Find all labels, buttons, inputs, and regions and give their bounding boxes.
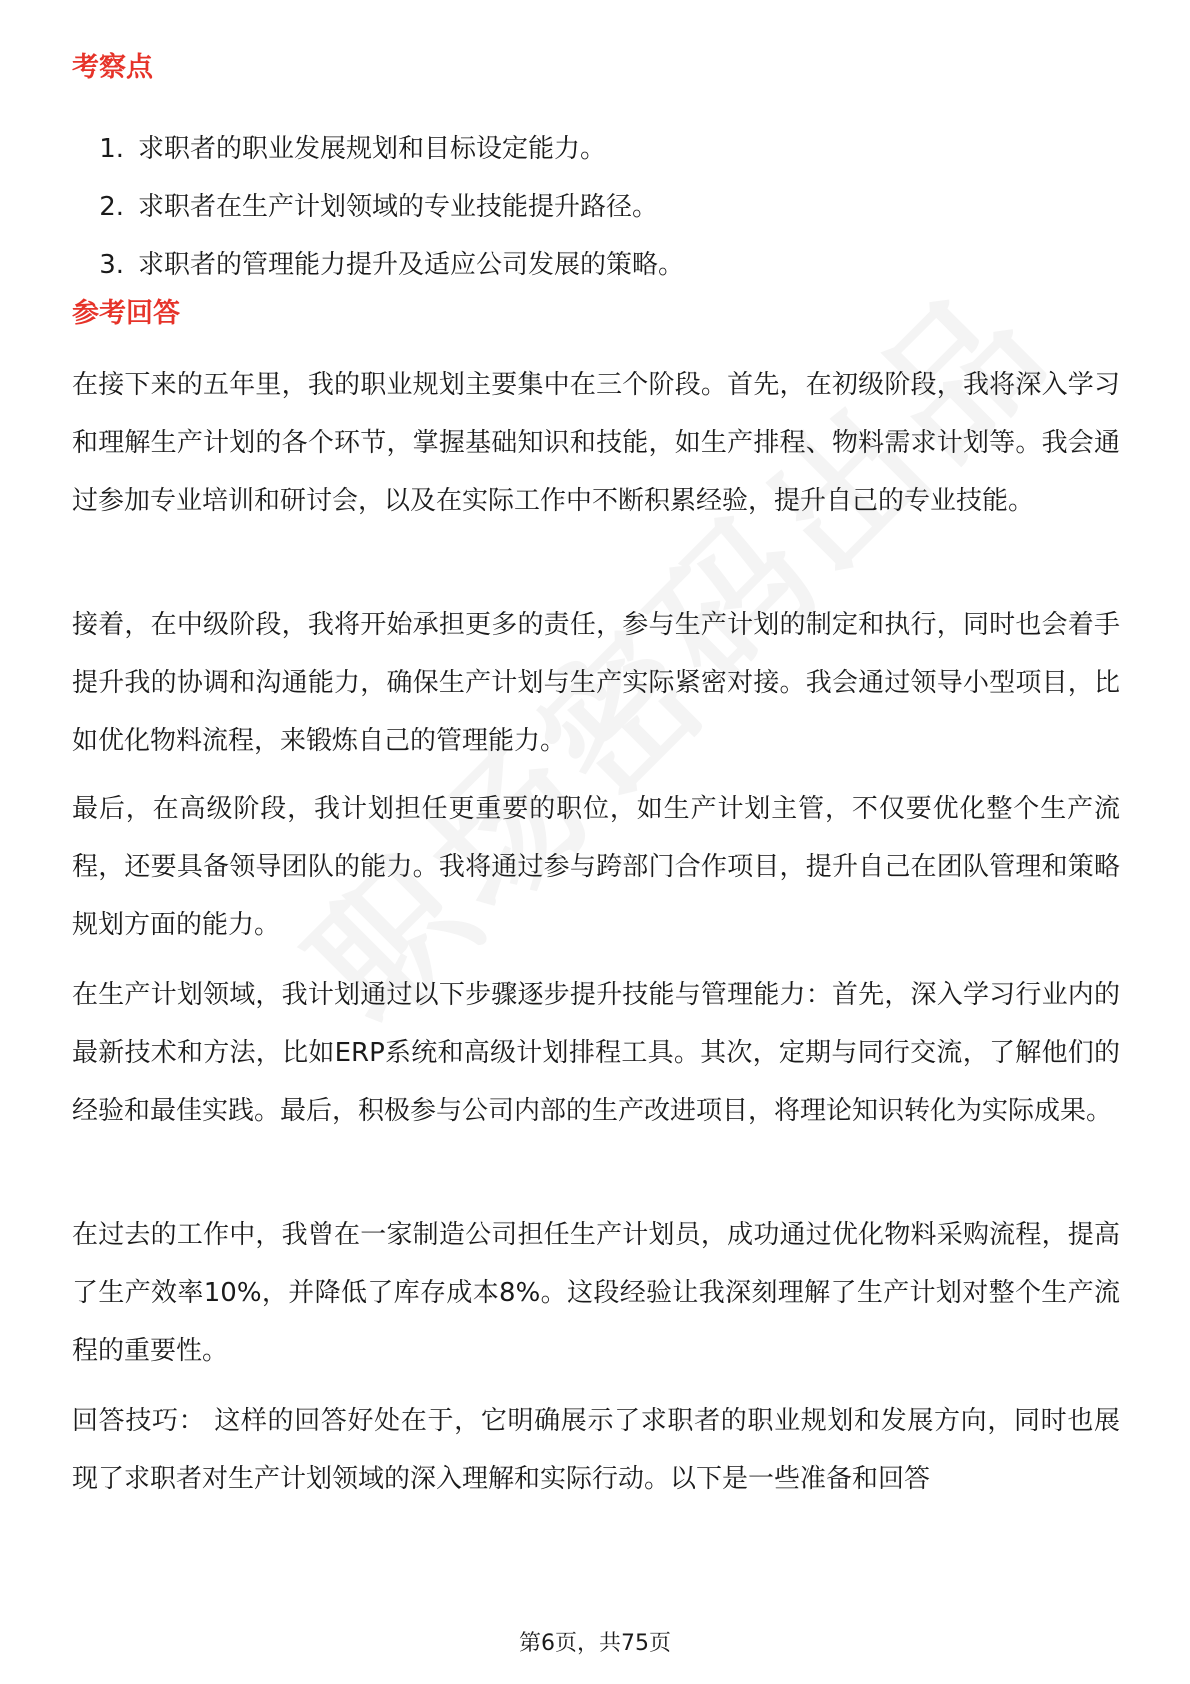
section-title-exam-points: 考察点 — [72, 52, 153, 83]
list-item-number: 1. — [99, 134, 124, 164]
list-item-number: 2. — [99, 192, 124, 222]
page-number: 第6页，共75页 — [519, 1631, 671, 1656]
list-item-number: 3. — [99, 250, 124, 280]
list-item-text: 求职者的管理能力提升及适应公司发展的策略。 — [138, 250, 685, 280]
list-item — [72, 236, 1122, 294]
list-item — [72, 178, 1122, 236]
exam-points-list — [72, 120, 1122, 294]
answer-paragraph: 在过去的工作中，我曾在一家制造公司担任生产计划员，成功通过优化物料采购流程，提高了生产效率10%，并降低了库存成本8%。这段经验让我深刻理解了生产计划对整个生产流程的重要性。 — [72, 1220, 1120, 1366]
answer-paragraph: 最后，在高级阶段，我计划担任更重要的职位，如生产计划主管，不仅要优化整个生产流程，还要具备领导团队的能力。我将通过参与跨部门合作项目，提升自己在团队管理和策略规划方面的能力。 — [72, 794, 1120, 940]
answer-paragraph: 在生产计划领域，我计划通过以下步骤逐步提升技能与管理能力：首先，深入学习行业内的最新技术和方法，比如ERP系统和高级计划排程工具。其次，定期与同行交流，了解他们的经验和最佳实践。最后，积极参与公司内部的生产改进项目，将理论知识转化为实际成果。 — [72, 980, 1120, 1126]
answer-paragraph: 在接下来的五年里，我的职业规划主要集中在三个阶段。首先，在初级阶段，我将深入学习和理解生产计划的各个环节，掌握基础知识和技能，如生产排程、物料需求计划等。我会通过参加专业培训和研讨会，以及在实际工作中不断积累经验，提升自己的专业技能。 — [72, 370, 1120, 516]
answer-paragraph: 接着，在中级阶段，我将开始承担更多的责任，参与生产计划的制定和执行，同时也会着手提升我的协调和沟通能力，确保生产计划与生产实际紧密对接。我会通过领导小型项目，比如优化物料流程，来锻炼自己的管理能力。 — [72, 610, 1120, 756]
list-item — [72, 120, 1122, 178]
section-title-reference-answer: 参考回答 — [72, 298, 180, 329]
list-item-text: 求职者的职业发展规划和目标设定能力。 — [138, 134, 607, 164]
list-item-text: 求职者在生产计划领域的专业技能提升路径。 — [138, 192, 659, 222]
answer-tips-paragraph: 回答技巧： 这样的回答好处在于，它明确展示了求职者的职业规划和发展方向，同时也展现了求职者对生产计划领域的深入理解和实际行动。以下是一些准备和回答 — [72, 1406, 1120, 1494]
